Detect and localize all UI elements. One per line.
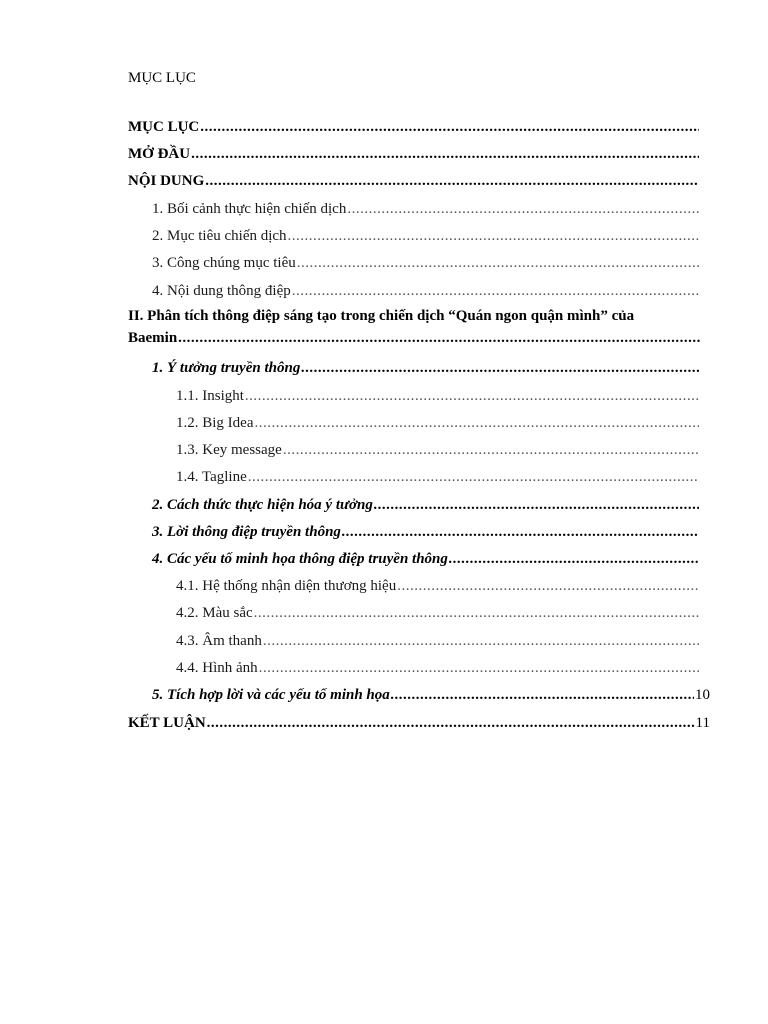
toc-label: 2. Cách thức thực hiện hóa ý tưởng	[152, 497, 373, 513]
toc-label: 1.1. Insight	[176, 388, 244, 404]
toc-label: 1. Bối cảnh thực hiện chiến dịch	[152, 201, 347, 217]
toc-label: 4.1. Hệ thống nhận diện thương hiệu	[176, 578, 397, 594]
dot-leader	[301, 358, 699, 378]
toc-label: 5. Tích hợp lời và các yếu tố minh họa	[152, 687, 390, 703]
toc-label: 1.4. Tagline	[176, 469, 247, 485]
toc-label: 3. Công chúng mục tiêu	[152, 255, 296, 271]
toc-entry-3[interactable]	[152, 253, 700, 273]
dot-leader	[254, 603, 699, 623]
toc-label: 4.3. Âm thanh	[176, 633, 262, 649]
toc-label: 4. Các yếu tố minh họa thông điệp truyền thông	[152, 551, 448, 567]
page-number: 11	[695, 715, 710, 731]
toc-entry-ii-1[interactable]	[152, 358, 700, 378]
dot-leader	[292, 281, 699, 301]
toc-label: MỞ ĐẦU	[128, 146, 191, 162]
toc-label: 1.3. Key message	[176, 442, 282, 458]
toc-entry-section-ii[interactable]	[128, 305, 700, 349]
toc-entry-ket-luan[interactable]	[128, 713, 710, 733]
toc-label: MỤC LỤC	[128, 119, 200, 135]
toc-label-line2-row	[128, 327, 700, 349]
toc-entry-ii-4[interactable]	[152, 549, 700, 569]
toc-entry-4-3[interactable]	[176, 631, 700, 651]
toc-entry-1-2[interactable]	[176, 413, 700, 433]
toc-label: NỘI DUNG	[128, 173, 205, 189]
toc-entry-ii-5[interactable]	[152, 685, 710, 705]
toc-label-line1: II. Phân tích thông điệp sáng tạo trong chiến dịch “Quán ngon quận mình” của	[128, 308, 635, 324]
toc-entry-4-1[interactable]	[176, 576, 700, 596]
dot-leader	[205, 171, 699, 191]
toc-entry-ii-2[interactable]	[152, 495, 700, 515]
toc-label: 4.2. Màu sắc	[176, 605, 253, 621]
toc-label: KẾT LUẬN	[128, 715, 206, 731]
toc-label-line2: Baemin	[128, 330, 178, 346]
toc-label: 1.2. Big Idea	[176, 415, 254, 431]
toc-label: 1. Ý tưởng truyền thông	[152, 360, 301, 376]
dot-leader	[397, 576, 699, 596]
toc-entry-1[interactable]	[152, 199, 700, 219]
toc-entry-muc-luc[interactable]	[128, 117, 700, 137]
page-number: 10	[695, 687, 710, 703]
toc-entry-4-2[interactable]	[176, 603, 700, 623]
toc-label: 3. Lời thông điệp truyền thông	[152, 524, 341, 540]
toc-entry-noi-dung[interactable]	[128, 171, 700, 191]
dot-leader	[207, 713, 695, 733]
toc-entry-mo-dau[interactable]	[128, 144, 700, 164]
toc-entry-1-4[interactable]	[176, 467, 700, 487]
dot-leader	[200, 117, 699, 137]
toc-entry-1-1[interactable]	[176, 386, 700, 406]
dot-leader	[191, 144, 699, 164]
dot-leader	[297, 253, 699, 273]
dot-leader	[254, 413, 699, 433]
dot-leader	[449, 549, 699, 569]
toc-entry-4-4[interactable]	[176, 658, 700, 678]
dot-leader	[283, 440, 699, 460]
dot-leader	[374, 495, 699, 515]
dot-leader	[347, 199, 699, 219]
dot-leader	[259, 658, 699, 678]
dot-leader	[263, 631, 699, 651]
page-title: MỤC LỤC	[128, 70, 196, 86]
toc-label: 2. Mục tiêu chiến dịch	[152, 228, 287, 244]
toc-label: 4. Nội dung thông điệp	[152, 283, 291, 299]
dot-leader	[178, 327, 700, 349]
toc-entry-4[interactable]	[152, 281, 700, 301]
dot-leader	[248, 467, 699, 487]
toc-label: 4.4. Hình ảnh	[176, 660, 258, 676]
dot-leader	[288, 226, 699, 246]
toc-entry-1-3[interactable]	[176, 440, 700, 460]
dot-leader	[342, 522, 699, 542]
dot-leader	[245, 386, 699, 406]
toc-entry-2[interactable]	[152, 226, 700, 246]
dot-leader	[391, 685, 694, 705]
toc-entry-ii-3[interactable]	[152, 522, 700, 542]
